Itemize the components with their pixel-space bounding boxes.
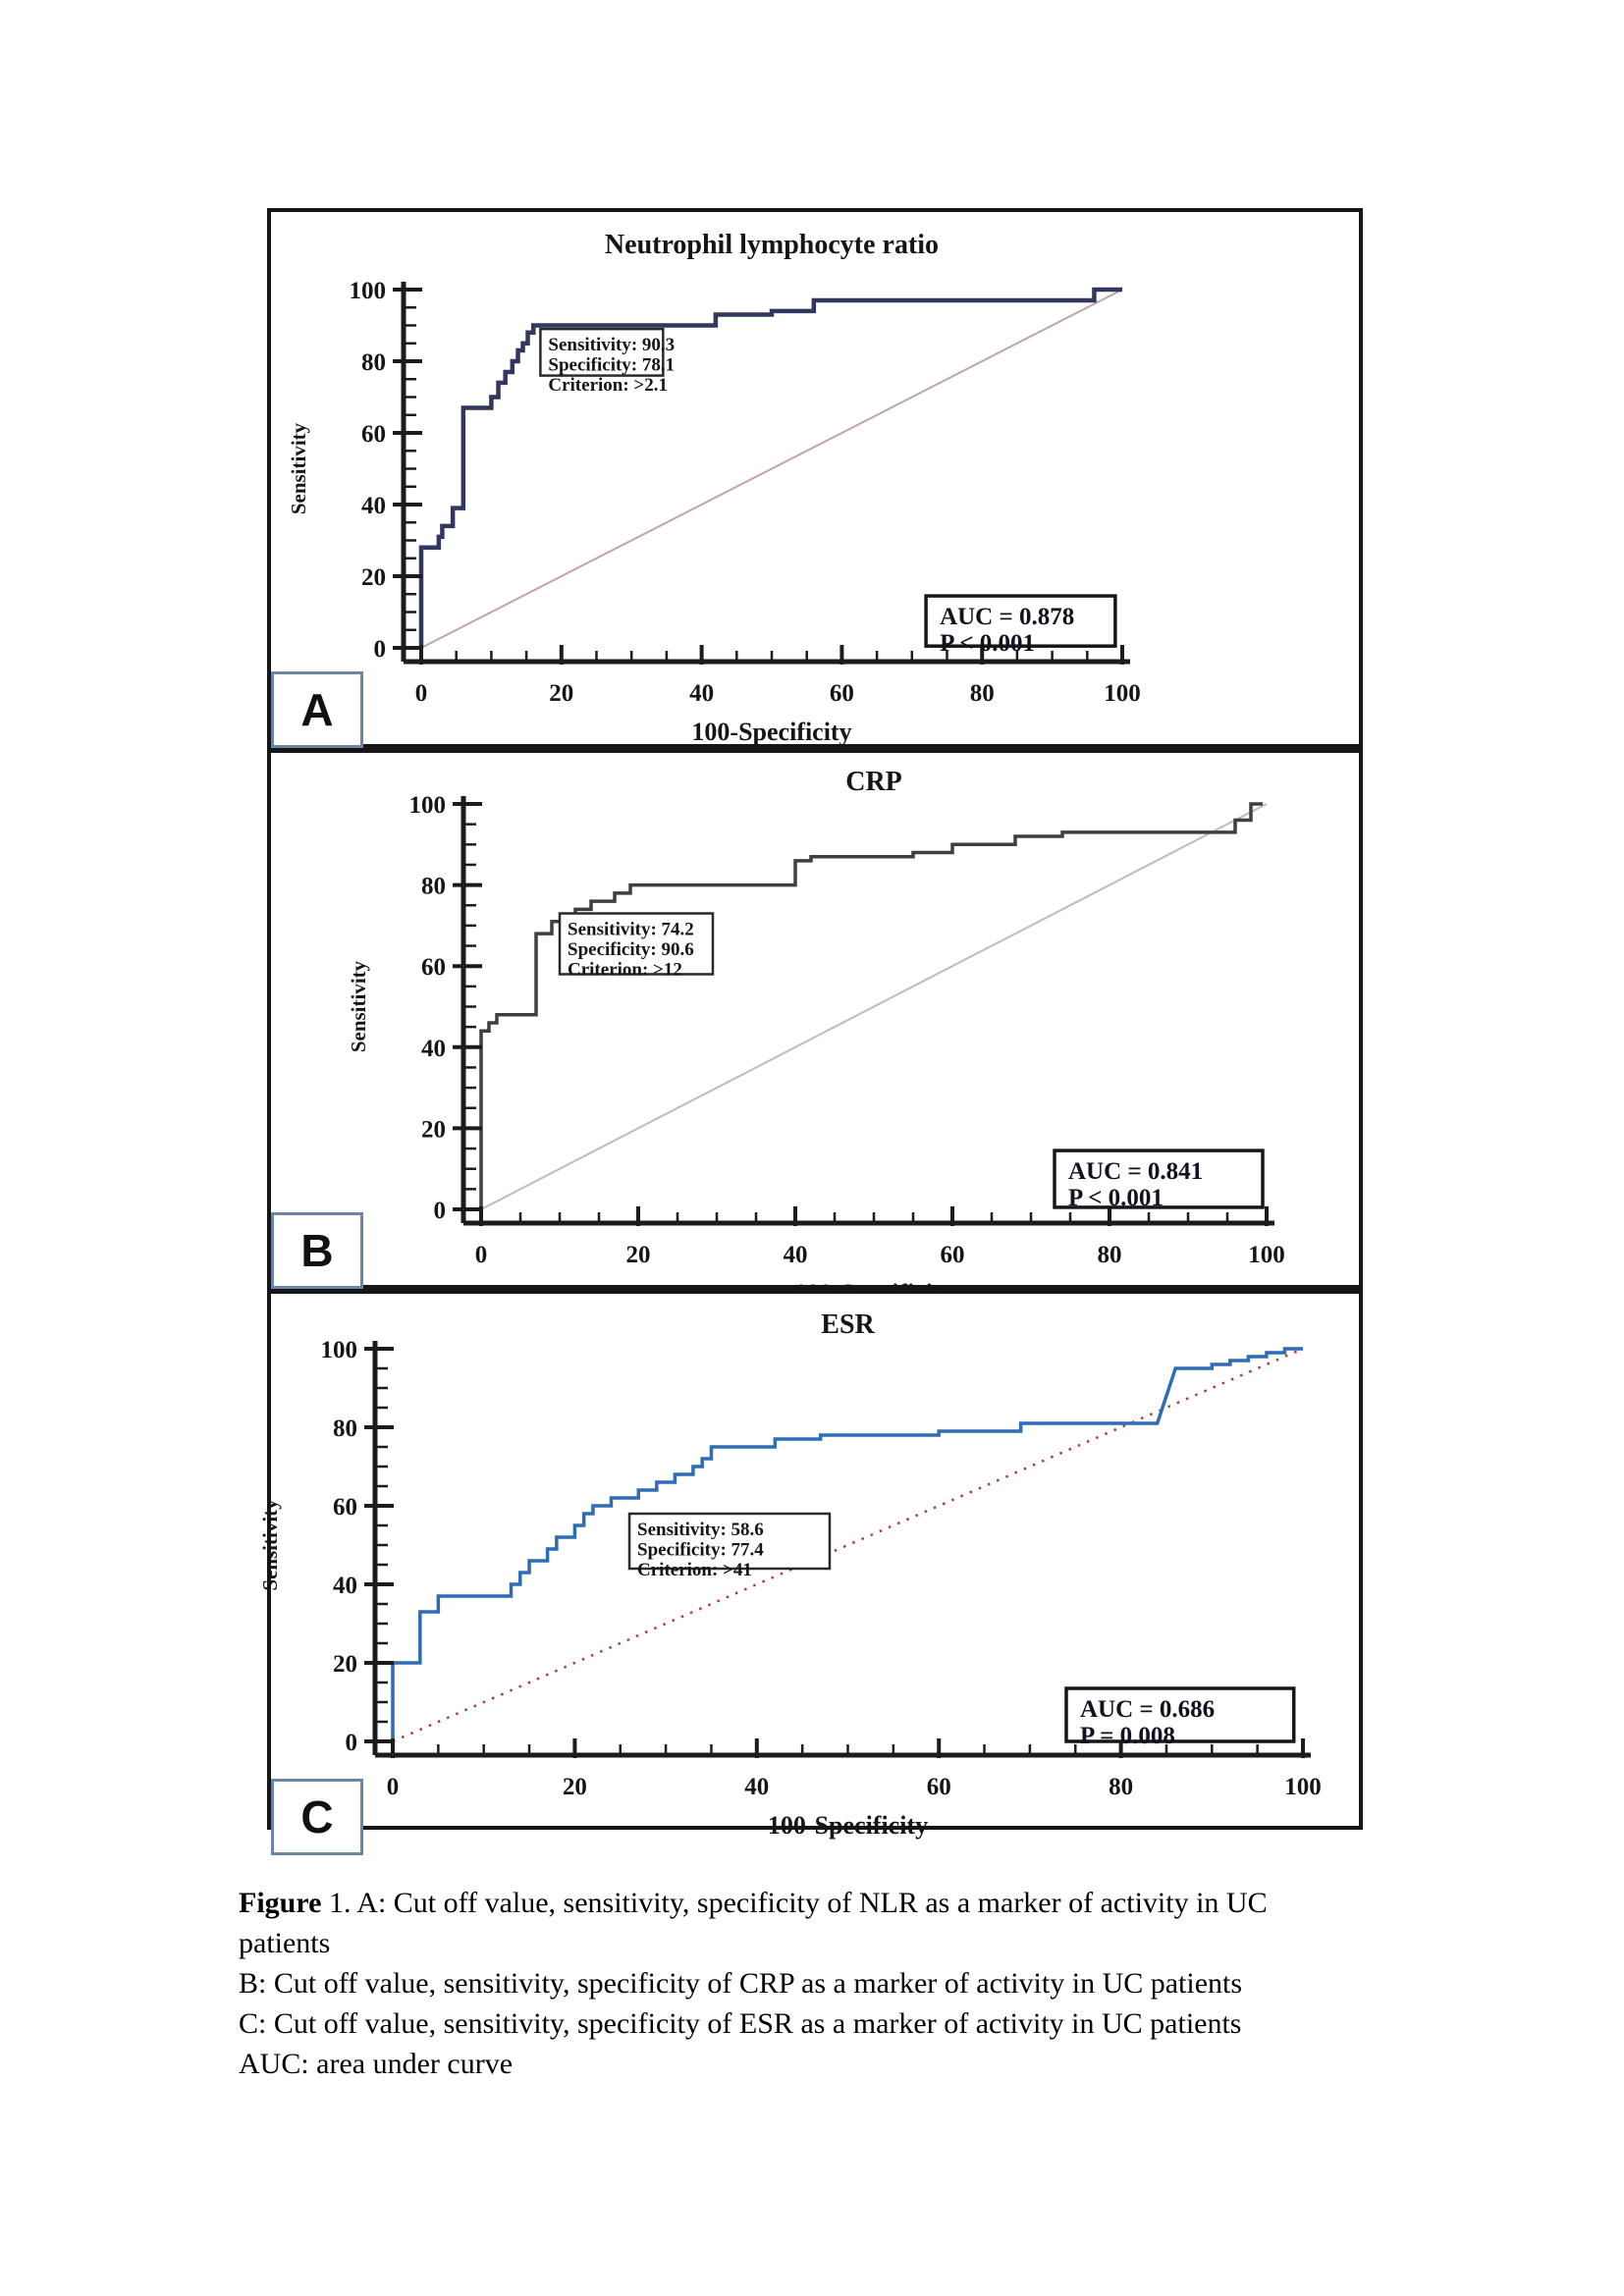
y-tick-label: 80 [361, 349, 386, 376]
chart-title: ESR [821, 1309, 875, 1340]
panel-c-label-box [271, 1779, 363, 1855]
x-axis-label: 100-Specificity [767, 1811, 929, 1840]
cutoff-annotation-line: Specificity: 90.6 [568, 939, 694, 961]
y-tick-label: 100 [349, 278, 386, 304]
y-tick-label: 60 [361, 421, 386, 448]
cutoff-annotation-line: Criterion: >12 [568, 959, 682, 981]
chart-title: Neutrophil lymphocyte ratio [604, 230, 940, 260]
x-tick-label: 60 [926, 1774, 951, 1800]
y-tick-label: 40 [333, 1573, 357, 1599]
cutoff-annotation-line: Criterion: >2.1 [548, 375, 669, 397]
y-tick-label: 0 [373, 636, 386, 663]
panel-b-letter: B [300, 1225, 334, 1276]
x-tick-label: 20 [562, 1774, 587, 1800]
figure-caption [239, 1883, 1417, 2084]
chart-title: CRP [845, 767, 902, 797]
x-tick-label: 60 [829, 680, 854, 707]
auc-box-line: P < 0.001 [940, 630, 1035, 658]
auc-box-line: P = 0.008 [1079, 1723, 1175, 1749]
x-tick-label: 0 [474, 1242, 488, 1268]
x-tick-label: 20 [549, 680, 574, 707]
panel-c-esr [258, 1289, 1363, 1842]
roc-chart-nlr [271, 212, 1359, 744]
cutoff-annotation-line: Specificity: 78.1 [548, 354, 676, 376]
x-tick-label: 100 [1104, 680, 1141, 707]
caption-line-3: B: Cut off value, sensitivity, specificity of CRP as a marker of activity in UC patients [239, 1967, 1243, 2000]
roc-chart-crp [271, 753, 1359, 1285]
y-tick-label: 20 [333, 1651, 357, 1678]
y-tick-label: 40 [361, 493, 386, 519]
y-tick-label: 100 [408, 792, 446, 819]
caption-line-1-text: 1. A: Cut off value, sensitivity, specificity of NLR as a marker of activity in UC [321, 1887, 1268, 1919]
cutoff-annotation-line: Sensitivity: 74.2 [568, 919, 694, 940]
x-tick-label: 80 [1109, 1774, 1134, 1800]
x-tick-label: 40 [689, 680, 715, 707]
x-tick-label: 100 [1248, 1242, 1285, 1268]
auc-box-line: P < 0.001 [1068, 1185, 1164, 1212]
x-axis-label: 100-Specificity [691, 718, 852, 746]
panel-b-label-box [271, 1212, 363, 1289]
panel-a-letter: A [300, 684, 334, 735]
x-tick-label: 80 [969, 680, 995, 707]
caption-line-1 [239, 1883, 1417, 1923]
panel-a-nlr [267, 208, 1363, 748]
x-tick-label: 0 [414, 680, 428, 707]
y-tick-label: 20 [421, 1116, 446, 1144]
caption-line-2: patients [239, 1927, 331, 1959]
y-tick-label: 80 [421, 873, 446, 900]
panel-b-crp [267, 748, 1363, 1289]
caption-figure-word: Figure [239, 1887, 322, 1919]
diagonal-reference-line [393, 1349, 1303, 1741]
diagonal-reference-line [481, 804, 1267, 1212]
cutoff-annotation-line: Sensitivity: 90.3 [548, 335, 676, 356]
x-tick-label: 100 [1284, 1774, 1322, 1800]
x-tick-label: 80 [1097, 1242, 1122, 1268]
y-axis-label: Sensitivity [287, 422, 310, 515]
x-tick-label: 60 [940, 1242, 965, 1268]
y-tick-label: 100 [320, 1337, 357, 1363]
y-tick-label: 80 [333, 1415, 357, 1442]
cutoff-annotation-line: Criterion: >41 [637, 1560, 752, 1580]
panel-a-label-box [271, 671, 363, 748]
x-tick-label: 20 [625, 1242, 651, 1268]
auc-box-line: AUC = 0.686 [1079, 1696, 1216, 1723]
roc-chart-esr [258, 1294, 1359, 1840]
panel-c-letter: C [300, 1791, 334, 1842]
y-tick-label: 60 [421, 954, 446, 982]
y-tick-label: 0 [433, 1198, 446, 1224]
auc-box-line: AUC = 0.878 [940, 604, 1075, 631]
y-tick-label: 40 [421, 1035, 446, 1062]
cutoff-annotation-line: Sensitivity: 58.6 [637, 1520, 764, 1540]
auc-box-line: AUC = 0.841 [1068, 1158, 1204, 1186]
caption-line-4: C: Cut off value, sensitivity, specificity of ESR as a marker of activity in UC patients [239, 2007, 1242, 2040]
caption-line-5: AUC: area under curve [239, 2048, 514, 2080]
figure-1 [258, 208, 1363, 1842]
y-axis-label: Sensitivity [347, 960, 370, 1053]
cutoff-annotation-line: Specificity: 77.4 [637, 1539, 764, 1561]
y-tick-label: 60 [333, 1494, 357, 1521]
x-tick-label: 40 [744, 1774, 770, 1800]
x-tick-label: 40 [783, 1242, 808, 1268]
y-tick-label: 0 [345, 1730, 357, 1756]
x-tick-label: 0 [386, 1774, 400, 1800]
y-axis-label: Sensitivity [258, 1499, 282, 1591]
y-tick-label: 20 [361, 564, 386, 591]
